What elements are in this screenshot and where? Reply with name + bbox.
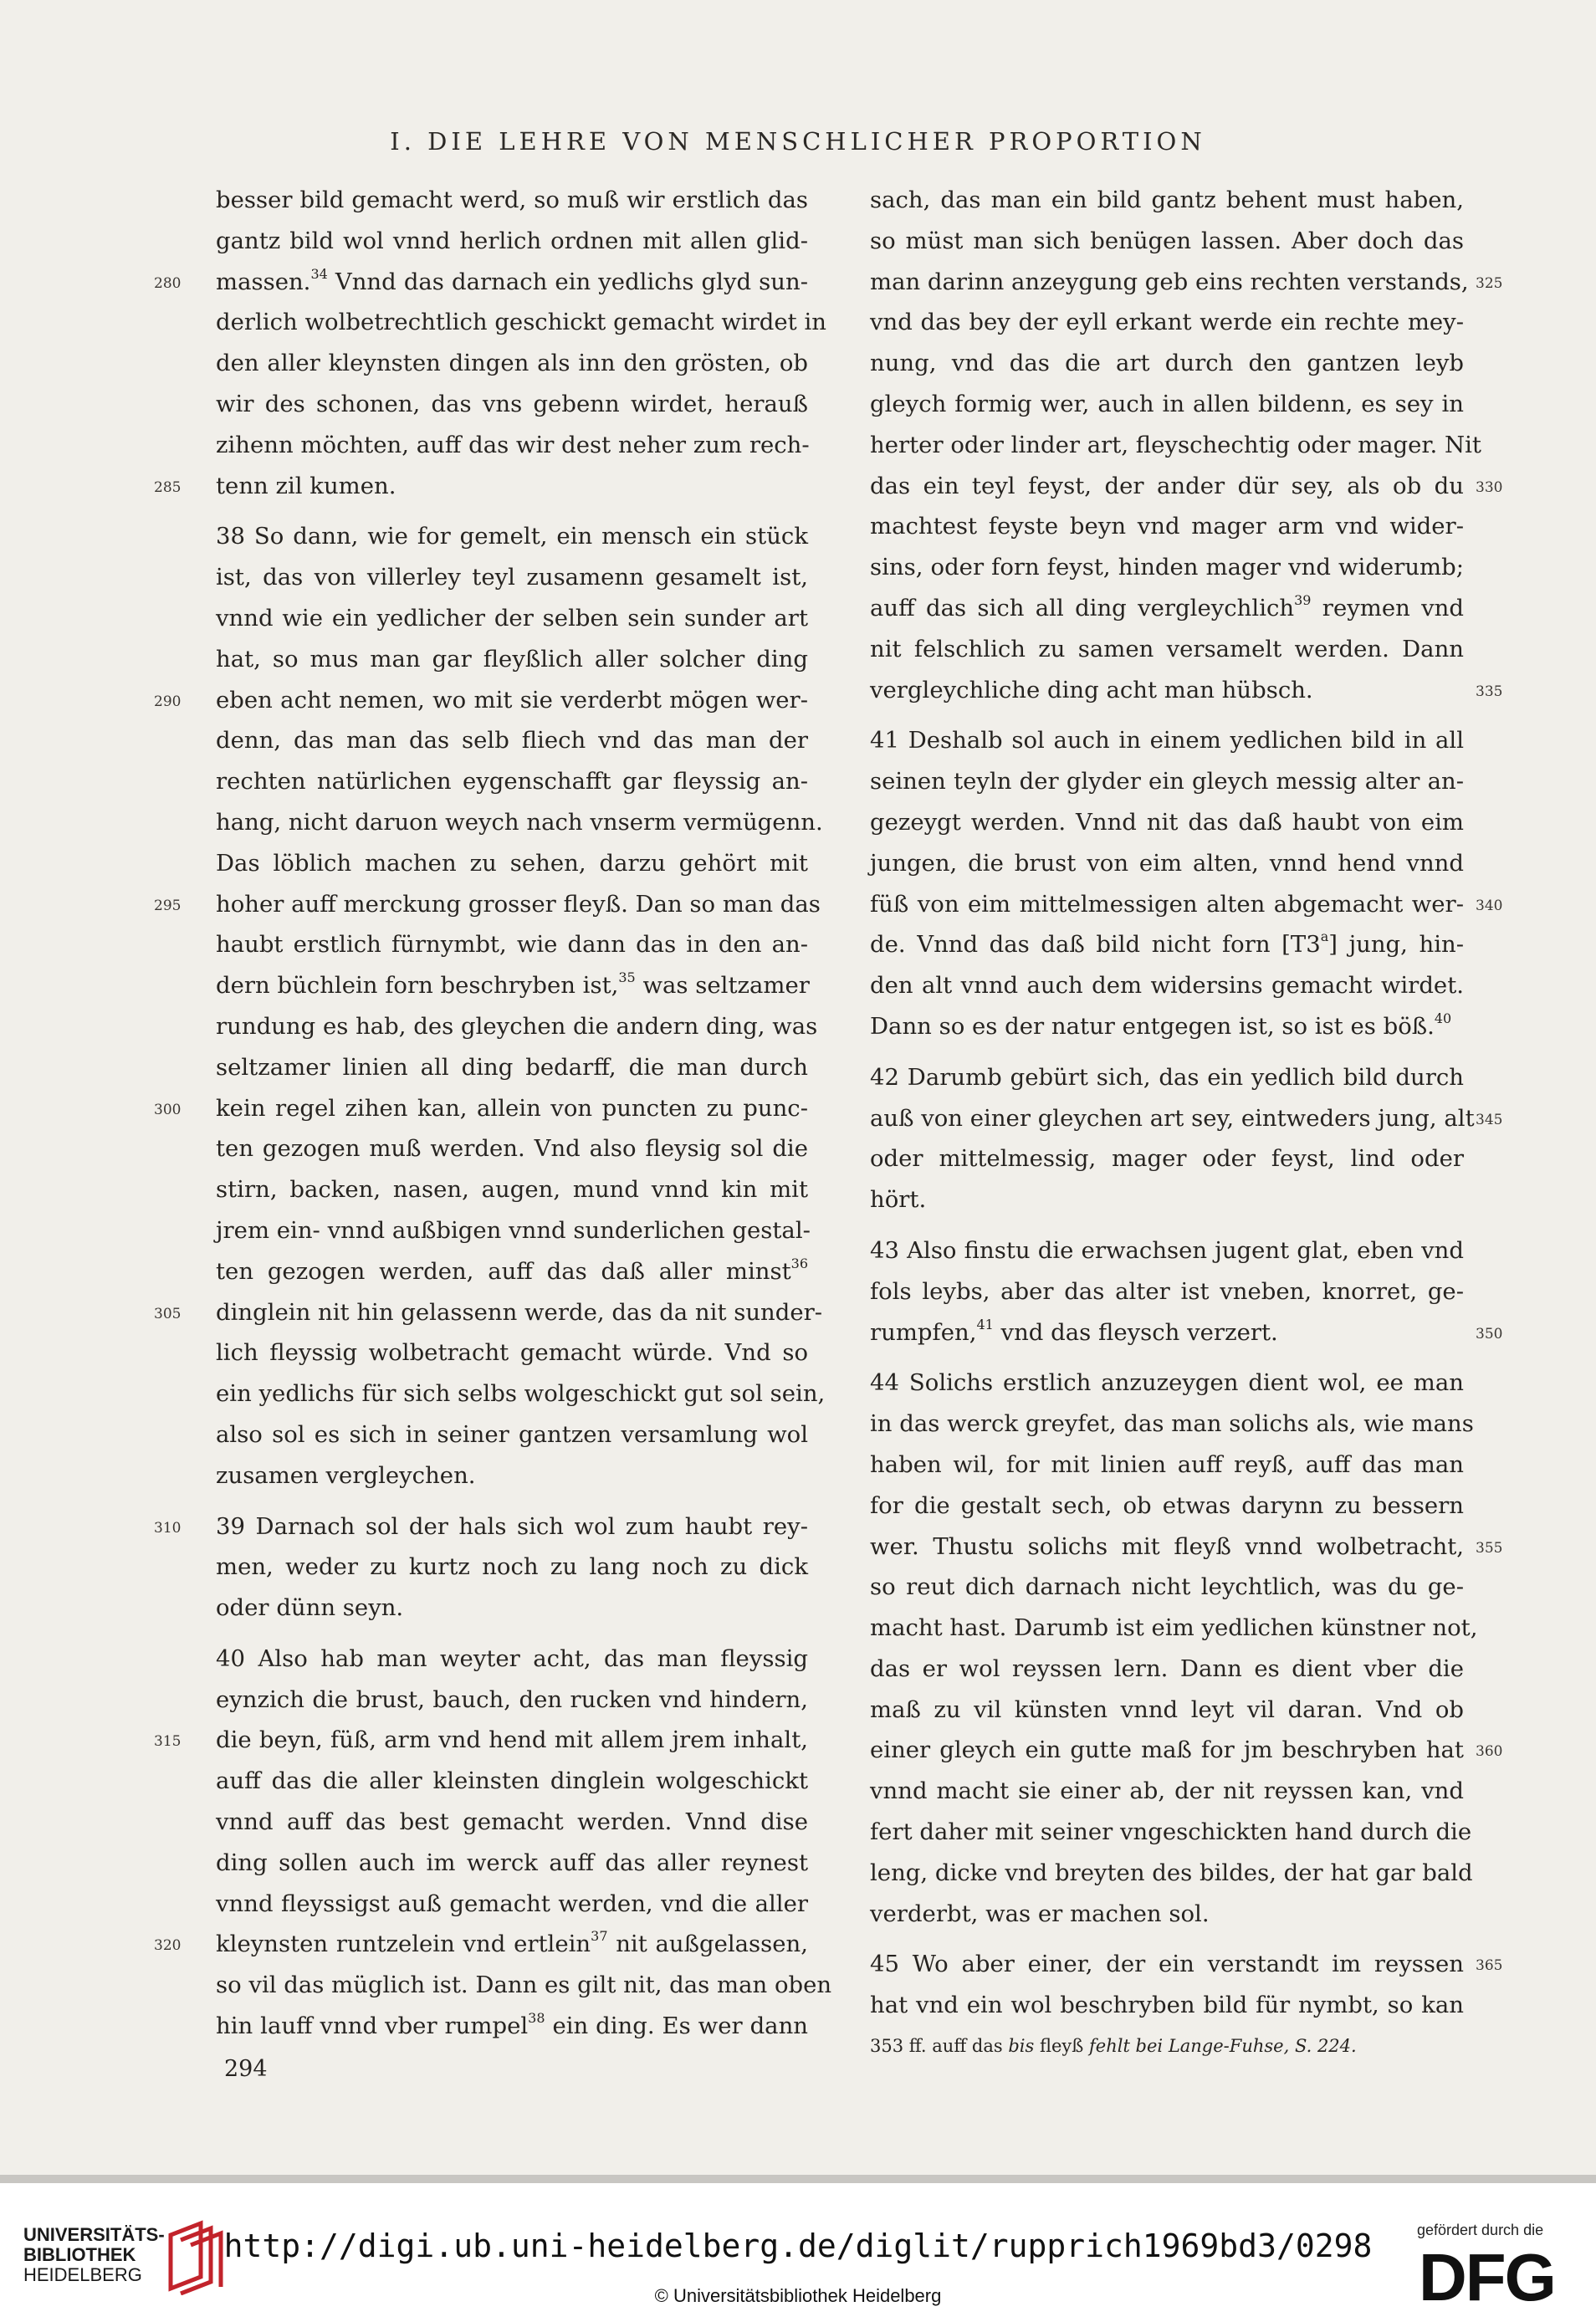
line-text: jungen, die brust von eim alten, vnnd hend vnnd [870,849,1464,877]
line-text: rundung es hab, des gleychen die andern ding, was [216,1012,818,1040]
text-line [870,924,1464,965]
line-text: den aller kleynsten dingen als inn den grösten, ob [216,350,808,377]
text-line [870,425,1481,466]
text-line [870,1649,1464,1690]
text-line [870,1527,1503,1568]
text-line [216,1210,811,1251]
line-text: massen. [216,268,311,295]
line-number: 280 [154,274,182,292]
text-line [216,1761,808,1802]
footnote-marker: 39 [1294,591,1312,608]
text-line [154,262,808,303]
line-text: 38 So dann, wie for gemelt, ein mensch ein stück [216,523,808,550]
library-name-line1: UNIVERSITÄTS- [23,2224,165,2245]
text-line [216,1965,832,2006]
text-line [154,1506,808,1547]
line-text: hat, so mus man gar fleyßlich aller solcher ding [216,645,808,673]
library-name-line2: BIBLIOTHEK [23,2244,136,2265]
dfg-logo: DFG [1419,2240,1555,2314]
line-number: 365 [1476,1957,1503,1975]
text-line [216,802,823,843]
line-text: denn, das man das selb fliech vnd das man der [216,727,808,754]
text-line [216,425,808,466]
text-line [870,262,1503,303]
text-line [870,506,1464,547]
text-line [870,884,1503,925]
text-line [216,1047,808,1088]
line-text: lich fleyssig wolbetracht gemacht würde. Vnd so [216,1339,808,1367]
line-text: macht hast. Darumb ist eim yedlichen künstner not, [870,1614,1478,1642]
line-text: for die gestalt sech, ob etwas darynn zu bessern [870,1491,1464,1519]
text-line [216,384,808,425]
line-number: 325 [1476,274,1503,292]
footnote-marker: 35 [618,969,636,986]
copyright-notice: © Universitätsbibliothek Heidelberg [654,2285,942,2306]
line-text: zusamen vergleychen. [216,1461,476,1489]
text-line [216,343,808,384]
text-line [870,180,1464,221]
line-text: gleych formig wer, auch in allen bildenn, es sey in [870,390,1464,417]
line-number: 290 [154,693,182,710]
line-text: füß von eim mittelmessigen alten abgemacht wer- [870,890,1464,918]
line-text: herter oder linder art, fleyschechtig oder mager. Nit [870,431,1481,458]
text-line [870,343,1464,384]
line-text: stirn, backen, nasen, augen, mund vnnd kin mit [216,1176,808,1204]
text-line [870,384,1464,425]
text-line [216,221,808,262]
line-text: das ein teyl feyst, der ander dür sey, als ob du [870,472,1464,499]
text-line [870,1486,1464,1527]
line-text: haubt erstlich fürnymbt, wie dann das in den an- [216,931,808,959]
text-line [216,557,808,598]
text-line [216,639,808,680]
text-line [216,1373,826,1414]
line-text: die beyn, füß, arm vnd hend mit allem jrem inhalt, [216,1726,808,1754]
text-line [216,1128,808,1169]
note-reference: 353 ff. auff das [870,2036,1003,2057]
line-text: men, weder zu kurtz noch zu lang noch zu dick [216,1553,808,1581]
line-text: das er wol reyssen lern. Dann es dient vber die [870,1655,1464,1682]
text-line [870,1567,1464,1608]
line-text: 40 Also hab man weyter acht, das man fleyssig [216,1644,808,1672]
text-line [216,302,826,343]
line-text: auff das die aller kleinsten dinglein wolgeschickt [216,1767,808,1795]
line-text: hang, nicht daruon weych nach vnserm vermügenn. [216,808,823,836]
line-text: man darinn anzeygung geb eins rechten verstands, [870,268,1469,295]
line-text: so vil das müglich ist. Dann es gilt nit, das man oben [216,1972,832,1999]
note-italic: fehlt bei Lange-Fuhse, S. 224. [1089,2036,1357,2057]
text-line [216,761,808,802]
footnote-marker: 37 [591,1928,608,1945]
text-line [870,1230,1464,1271]
line-text: rumpfen, [870,1318,977,1346]
text-line [870,802,1464,843]
text-line [216,1680,808,1721]
text-line [154,1924,808,1965]
line-text: fols leybs, aber das alter ist vneben, knorret, ge- [870,1277,1464,1305]
line-number: 355 [1476,1539,1503,1557]
line-text: 42 Darumb gebürt sich, das ein yedlich bild durch [870,1063,1464,1091]
text-line [870,1006,1464,1047]
text-line [870,1179,1464,1220]
line-text: sach, das man ein bild gantz behent must haben, [870,187,1464,213]
text-line [216,720,808,761]
line-text: ist, das von villerley teyl zusamenn gesamelt ist, [216,564,808,591]
text-line [870,1690,1464,1731]
text-line [870,1363,1464,1404]
line-text: wir des schonen, das vns gebenn wirdet, herauß [216,390,808,417]
line-text: vnnd macht sie einer ab, der nit reyssen kan, vnd [870,1777,1464,1805]
text-line [216,2006,808,2047]
text-line [870,1057,1464,1098]
text-line [216,1547,808,1588]
text-line [216,598,808,639]
line-text: zihenn möchten, auff das wir dest neher zum rech- [216,431,810,458]
line-text-continued: nit außgelassen, [607,1931,808,1958]
text-line [216,180,808,221]
footnote-marker: 34 [310,265,328,282]
line-text: so reut dich darnach nicht leychtlich, was du ge- [870,1573,1464,1601]
line-text: de. Vnnd das daß bild nicht forn [T3 [870,931,1321,959]
text-line [870,1312,1503,1353]
line-text: fert daher mit seiner vngeschickten hand durch die [870,1818,1472,1846]
line-text: dern büchlein forn beschryben ist, [216,972,619,1000]
line-text-continued: reymen vnd [1311,594,1464,621]
text-line [216,1588,808,1629]
text-line [154,1292,823,1333]
line-number: 335 [1476,683,1503,700]
text-line [870,302,1464,343]
text-line [216,1802,808,1843]
line-number: 285 [154,478,182,496]
line-text: auff das sich all ding vergleychlich [870,594,1295,621]
running-head: I. DIE LEHRE VON MENSCHLICHER PROPORTION [390,127,1206,156]
note-italic: bis [1008,2036,1035,2057]
line-number: 340 [1476,897,1503,914]
footnote-marker: 36 [790,1255,808,1271]
line-text: ein yedlichs für sich selbs wolgeschickt gut sol sein, [216,1380,826,1408]
line-text-continued: vnd das fleysch verzert. [993,1318,1278,1346]
text-line [216,1455,808,1496]
text-line [216,1251,808,1292]
text-line [870,965,1464,1006]
text-line [216,965,808,1006]
line-text: hoher auff merckung grosser fleyß. Dan so man das [216,890,821,918]
text-line [870,629,1464,670]
line-text: hat vnd ein wol beschryben bild für nymbt, so kan [870,1992,1464,2019]
note-word: fleyß [1039,2036,1084,2057]
text-line [870,1445,1464,1486]
text-line [154,1088,808,1129]
line-number: 350 [1476,1325,1503,1343]
footnote-marker: 40 [1434,1010,1452,1026]
line-text: machtest feyste beyn vnd mager arm vnd wider- [870,513,1464,540]
line-text: vnnd auff das best gemacht werden. Vnnd dise [216,1808,808,1836]
line-text: 43 Also finstu die erwachsen jugent glat, eben vnd [870,1236,1464,1264]
line-text: 44 Solichs erstlich anzuzeygen dient wol, ee man [870,1369,1464,1397]
text-line [154,466,808,507]
line-text: 45 Wo aber einer, der ein verstandt im reyssen [870,1951,1464,1978]
line-number: 300 [154,1101,182,1118]
line-text: also sol es sich in seiner gantzen versamlung wol [216,1420,808,1448]
text-line [216,1006,818,1047]
text-line [154,1720,808,1761]
line-text: haben wil, for mit linien auff reyß, auff das man [870,1450,1464,1478]
text-line [216,924,808,965]
line-text: oder mittelmessig, mager oder feyst, lind oder [870,1145,1464,1173]
text-line [216,843,808,884]
line-text-continued: ] jung, hin- [1328,931,1464,959]
line-number: 295 [154,897,182,914]
text-line [870,588,1464,629]
line-text: oder dünn seyn. [216,1594,404,1622]
line-text: leng, dicke vnd breyten des bildes, der hat gar bald [870,1859,1473,1886]
text-line [870,720,1464,761]
line-number: 360 [1476,1743,1503,1761]
text-line [870,1404,1474,1445]
line-text: vnnd fleyssigst auß gemacht werden, vnd die aller [216,1890,808,1917]
line-text: ten gezogen werden, auff das daß aller minst [216,1257,791,1285]
line-text: vergleychliche ding acht man hübsch. [870,676,1313,703]
line-number: 330 [1476,478,1503,496]
line-text: eben acht nemen, wo mit sie verderbt mögen wer- [216,686,808,713]
line-text: derlich wolbetrechtlich geschickt gemacht wirdet in [216,309,826,336]
right-text-column [870,180,1503,2066]
text-line [216,1843,808,1884]
text-line [870,670,1503,711]
line-text: eynzich die brust, bauch, den rucken vnd hindern, [216,1685,808,1713]
text-line [870,1771,1464,1812]
line-number: 345 [1476,1111,1503,1128]
text-line [216,1884,808,1925]
text-line [870,761,1464,802]
apparatus-note [870,2026,1464,2066]
line-number: 320 [154,1937,182,1955]
text-line [216,1414,808,1455]
line-text: den alt vnnd auch dem widersins gemacht wirdet. [870,972,1464,1000]
text-line [216,1332,808,1373]
line-text-continued: was seltzamer [635,972,810,1000]
line-text: ten gezogen muß werden. Vnd also fleysig sol die [216,1135,808,1163]
line-text: gantz bild wol vnnd herlich ordnen mit allen glid- [216,227,808,254]
text-line [870,1812,1472,1853]
page-number: 294 [224,2056,268,2082]
library-name-line3: HEIDELBERG [23,2264,142,2285]
line-text: nung, vnd das die art durch den gantzen leyb [870,350,1464,377]
footnote-marker: a [1320,928,1329,945]
text-line [870,1608,1478,1649]
line-text: 41 Deshalb sol auch in einem yedlichen bild in all [870,727,1464,754]
text-line [154,680,808,721]
line-text: in das werck greyfet, das man solichs als, wie mans [870,1410,1474,1438]
line-text: tenn zil kumen. [216,472,396,499]
text-line [870,1894,1464,1935]
line-text: verderbt, was er machen sol. [870,1900,1210,1927]
text-line [870,1138,1464,1179]
text-line [870,466,1503,507]
line-text: 39 Darnach sol der hals sich wol zum haubt rey- [216,1512,808,1540]
line-number: 305 [154,1305,182,1322]
line-text: nit felschlich zu samen versamelt werden. Dann [870,635,1464,662]
footnote-marker: 38 [528,2010,545,2027]
line-text: einer gleych ein gutte maß for jm beschryben hat [870,1736,1464,1764]
line-text: seinen teyln der glyder ein gleych messig alter an- [870,768,1464,795]
footer-divider [0,2175,1596,2183]
text-line [216,1639,808,1680]
line-text: wer. Thustu solichs mit fleyß vnnd wolbetracht, [870,1532,1464,1560]
footnote-marker: 41 [976,1316,994,1332]
line-text: besser bild gemacht werd, so muß wir erstlich das [216,187,808,213]
line-text: hin lauff vnnd vber rumpel [216,2013,529,2040]
line-text: vnnd wie ein yedlicher der selben sein sunder art [216,604,808,632]
text-line [870,1853,1473,1894]
text-line [870,547,1464,588]
line-number: 310 [154,1519,182,1537]
line-text: gezeygt werden. Vnnd nit das daß haubt von eim [870,808,1464,836]
text-line [870,1098,1503,1139]
line-text: auß von einer gleychen art sey, eintweders jung, alt [870,1104,1475,1132]
text-line [216,1169,808,1210]
text-line [870,1730,1503,1771]
permalink-url[interactable]: http://digi.ub.uni-heidelberg.de/diglit/rupprich1969bd3/0298 [223,2227,1373,2264]
line-text: maß zu vil künsten vnnd leyt vil daran. Vnd ob [870,1695,1464,1723]
text-line [216,516,808,557]
line-text: sins, oder forn feyst, hinden mager vnd widerumb; [870,554,1464,581]
line-text: kleynsten runtzelein vnd ertlein [216,1931,591,1958]
left-text-column [154,180,832,2047]
text-line [870,1985,1464,2026]
text-line [870,1944,1503,1985]
line-text: dinglein nit hin gelassenn werde, das da nit sunder- [216,1298,823,1326]
line-text: ding sollen auch im werck auff das aller reynest [216,1849,808,1876]
line-text: jrem ein- vnnd außbigen vnnd sunderlichen gestal- [216,1216,811,1244]
line-text: hört. [870,1186,927,1214]
text-line [870,843,1464,884]
line-text: vnd das bey der eyll erkant werde ein rechte mey- [870,309,1464,336]
line-number: 315 [154,1733,182,1751]
line-text: rechten natürlichen eygenschafft gar fleyssig an- [216,768,808,795]
funding-caption: gefördert durch die [1417,2222,1544,2238]
line-text: so müst man sich benügen lassen. Aber doch das [870,227,1464,254]
text-line [870,1271,1464,1312]
text-line [870,221,1464,262]
line-text: seltzamer linien all ding bedarff, die man durch [216,1053,808,1081]
line-text: Dann so es der natur entgegen ist, so ist es böß. [870,1012,1435,1040]
line-text: Das löblich machen zu sehen, darzu gehört mit [216,849,808,877]
line-text: kein regel zihen kan, allein von puncten zu punc- [216,1094,808,1122]
text-line [154,884,821,925]
line-text-continued: Vnnd das darnach ein yedlichs glyd sun- [327,268,808,295]
line-text-continued: ein ding. Es wer dann [545,2013,808,2040]
